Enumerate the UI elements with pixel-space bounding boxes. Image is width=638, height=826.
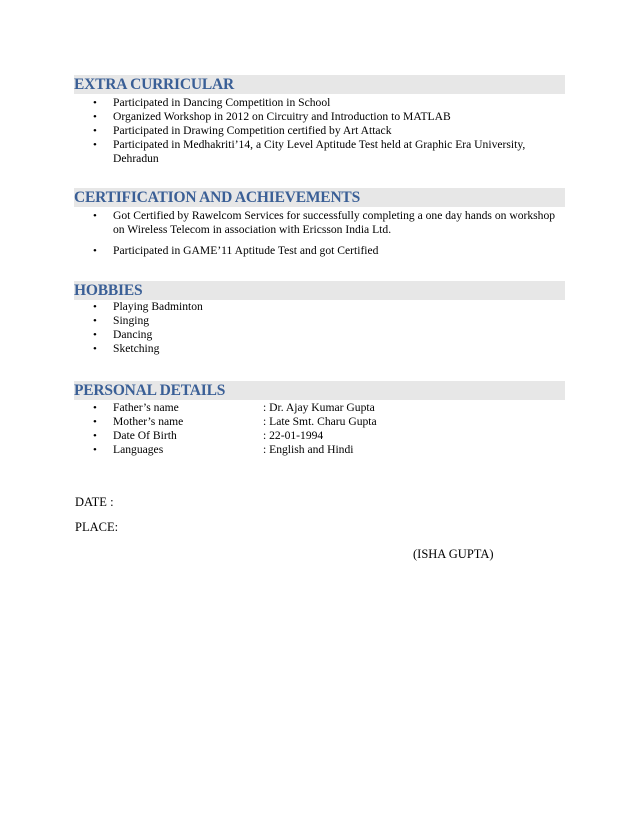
bullet-icon: • <box>93 111 97 123</box>
bullet-icon: • <box>93 97 97 109</box>
detail-value: : Dr. Ajay Kumar Gupta <box>263 401 375 414</box>
date-label: DATE : <box>75 495 114 509</box>
list-item: • Participated in Medhakriti’14, a City Level Aptitude Test held at Graphic Era University, Dehradun <box>93 138 526 165</box>
list-item: • Participated in GAME’11 Aptitude Test and got Certified <box>93 244 379 257</box>
detail-value: : Late Smt. Charu Gupta <box>263 415 377 428</box>
bullet-icon: • <box>93 416 97 428</box>
detail-row <box>0 443 553 457</box>
bullet-icon: • <box>93 125 97 137</box>
detail-row <box>0 429 553 443</box>
section-heading-personal-details: PERSONAL DETAILS <box>74 381 565 400</box>
bullet-icon: • <box>93 343 97 355</box>
detail-row <box>0 401 553 415</box>
detail-key: Mother’s name <box>113 415 184 428</box>
signature-name: (ISHA GUPTA) <box>413 547 494 561</box>
bullet-icon: • <box>93 301 97 313</box>
bullet-icon: • <box>93 245 97 257</box>
hobbies-list <box>0 300 553 356</box>
certification-list <box>0 209 556 258</box>
detail-key: Languages <box>113 443 164 456</box>
bullet-icon: • <box>93 444 97 456</box>
list-item: • Participated in Dancing Competition in School <box>93 96 331 109</box>
section-heading-extra-curricular: EXTRA CURRICULAR <box>74 75 565 94</box>
detail-key: Father’s name <box>113 401 179 414</box>
place-label: PLACE: <box>75 520 119 534</box>
list-item: • Participated in Drawing Competition certified by Art Attack <box>93 124 392 137</box>
bullet-icon: • <box>93 329 97 341</box>
section-heading-hobbies: HOBBIES <box>74 281 565 300</box>
detail-value: : 22-01-1994 <box>263 429 324 442</box>
bullet-icon: • <box>93 210 97 222</box>
list-item: • Sketching <box>93 342 160 355</box>
detail-row <box>0 415 553 429</box>
detail-value: : English and Hindi <box>263 443 354 456</box>
section-heading-certification: CERTIFICATION AND ACHIEVEMENTS <box>74 188 565 207</box>
personal-details-list <box>0 401 553 457</box>
list-item: • Dancing <box>93 328 153 341</box>
detail-key: Date Of Birth <box>113 429 177 442</box>
bullet-icon: • <box>93 402 97 414</box>
extra-curricular-list <box>0 96 553 166</box>
list-item: • Got Certified by Rawelcom Services for successfully completing a one day hands on workshop on Wireless Telecom in association with Ericsson India Ltd. <box>93 209 556 236</box>
list-item: • Playing Badminton <box>93 300 203 313</box>
list-item: • Singing <box>93 314 150 327</box>
bullet-icon: • <box>93 430 97 442</box>
bullet-icon: • <box>93 315 97 327</box>
list-item: • Organized Workshop in 2012 on Circuitry and Introduction to MATLAB <box>93 110 451 123</box>
bullet-icon: • <box>93 139 97 151</box>
